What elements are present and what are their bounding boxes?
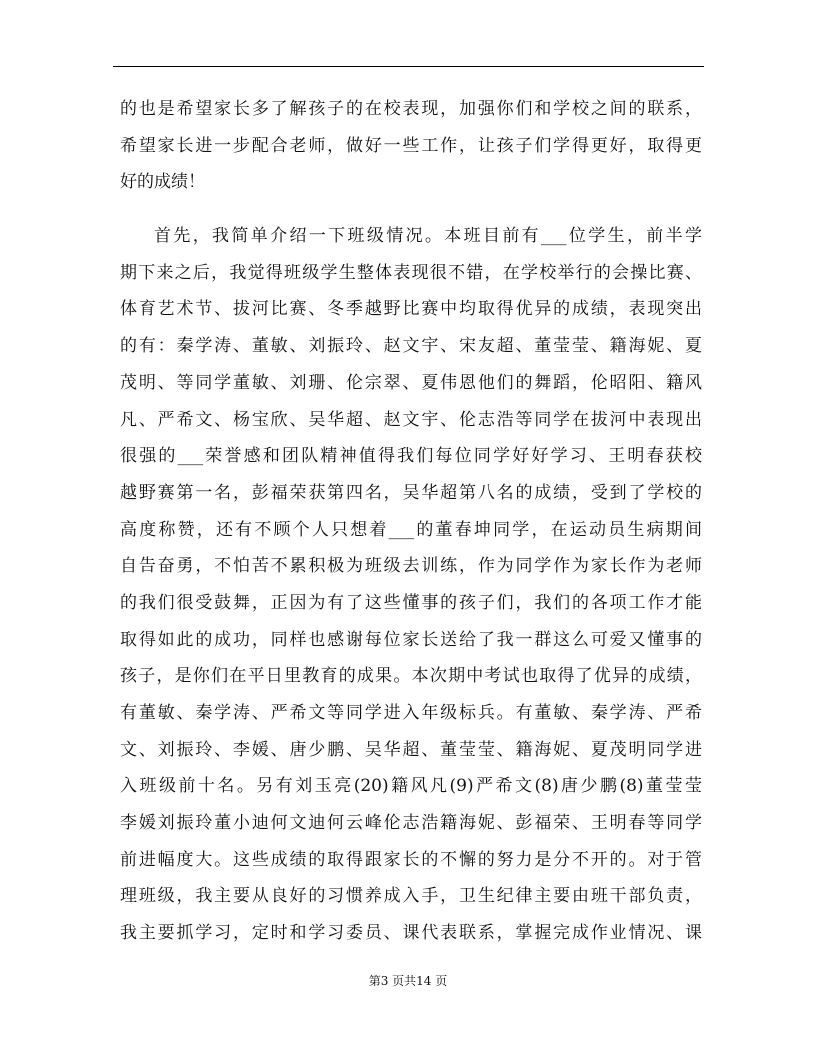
paragraph-1: [120, 91, 702, 201]
text-line: 理班级，我主要从良好的习惯养成入手，卫生纪律主要由班干部负责，: [120, 886, 702, 907]
text-line: 的有：秦学涛、董敏、刘振玲、赵文宇、宋友超、董莹莹、籍海妮、夏: [120, 336, 702, 357]
text-line: 首先，我简单介绍一下班级情况。本班目前有___位学生，前半学: [154, 226, 702, 247]
text-line: 越野赛第一名，彭福荣获第四名，吴华超第八名的成绩，受到了学校的: [120, 482, 702, 503]
text-line: 有董敏、秦学涛、严希文等同学进入年级标兵。有董敏、秦学涛、严希: [120, 703, 702, 723]
text-line: 期下来之后，我觉得班级学生整体表现很不错，在学校举行的会操比赛、: [120, 262, 702, 283]
text-line: 的也是希望家长多了解孩子的在校表现，加强你们和学校之间的联系，: [120, 99, 702, 119]
text-line: 文、刘振玲、李媛、唐少鹏、吴华超、董莹莹、籍海妮、夏茂明同学进: [120, 739, 702, 760]
paragraph-2: [120, 218, 702, 952]
header-rule: [113, 66, 704, 67]
text-line: 的我们很受鼓舞，正因为有了这些懂事的孩子们，我们的各项工作才能: [120, 592, 702, 613]
text-line: 体育艺术节、拔河比赛、冬季越野比赛中均取得优异的成绩，表现突出: [120, 299, 702, 320]
text-line: 很强的___荣誉感和团队精神值得我们每位同学好好学习、王明春获校: [120, 446, 702, 467]
text-line: 李媛刘振玲董小迪何文迪何云峰伦志浩籍海妮、彭福荣、王明春等同学: [120, 813, 702, 834]
text-line: 取得如此的成功，同样也感谢每位家长送给了我一群这么可爱又懂事的: [120, 629, 702, 650]
text-line: 凡、严希文、杨宝欣、吴华超、赵文宇、伦志浩等同学在拔河中表现出: [120, 409, 702, 430]
document-body: [120, 91, 702, 952]
text-line: 自告奋勇，不怕苦不累积极为班级去训练，作为同学作为家长作为老师: [120, 556, 702, 577]
text-line: 好的成绩！: [120, 172, 205, 193]
text-line: 孩子，是你们在平日里教育的成果。本次期中考试也取得了优异的成绩，: [120, 666, 702, 687]
text-line: 前进幅度大。这些成绩的取得跟家长的不懈的努力是分不开的。对于管: [120, 849, 702, 870]
text-line: 希望家长进一步配合老师，做好一些工作，让孩子们学得更好，取得更: [120, 135, 702, 156]
text-line: 我主要抓学习，定时和学习委员、课代表联系，掌握完成作业情况、课: [120, 923, 702, 944]
page-number-footer: 第3 页共14 页: [368, 974, 448, 988]
text-line: 茂明、等同学董敏、刘珊、伦宗翠、夏伟恩他们的舞蹈，伦昭阳、籍风: [120, 372, 702, 393]
paragraph-gap: [120, 201, 702, 218]
text-line: 入班级前十名。另有刘玉亮(20)籍风凡(9)严希文(8)唐少鹏(8)董莹莹: [120, 776, 702, 797]
text-line: 高度称赞，还有不顾个人只想着___的董春坤同学，在运动员生病期间: [120, 519, 702, 540]
